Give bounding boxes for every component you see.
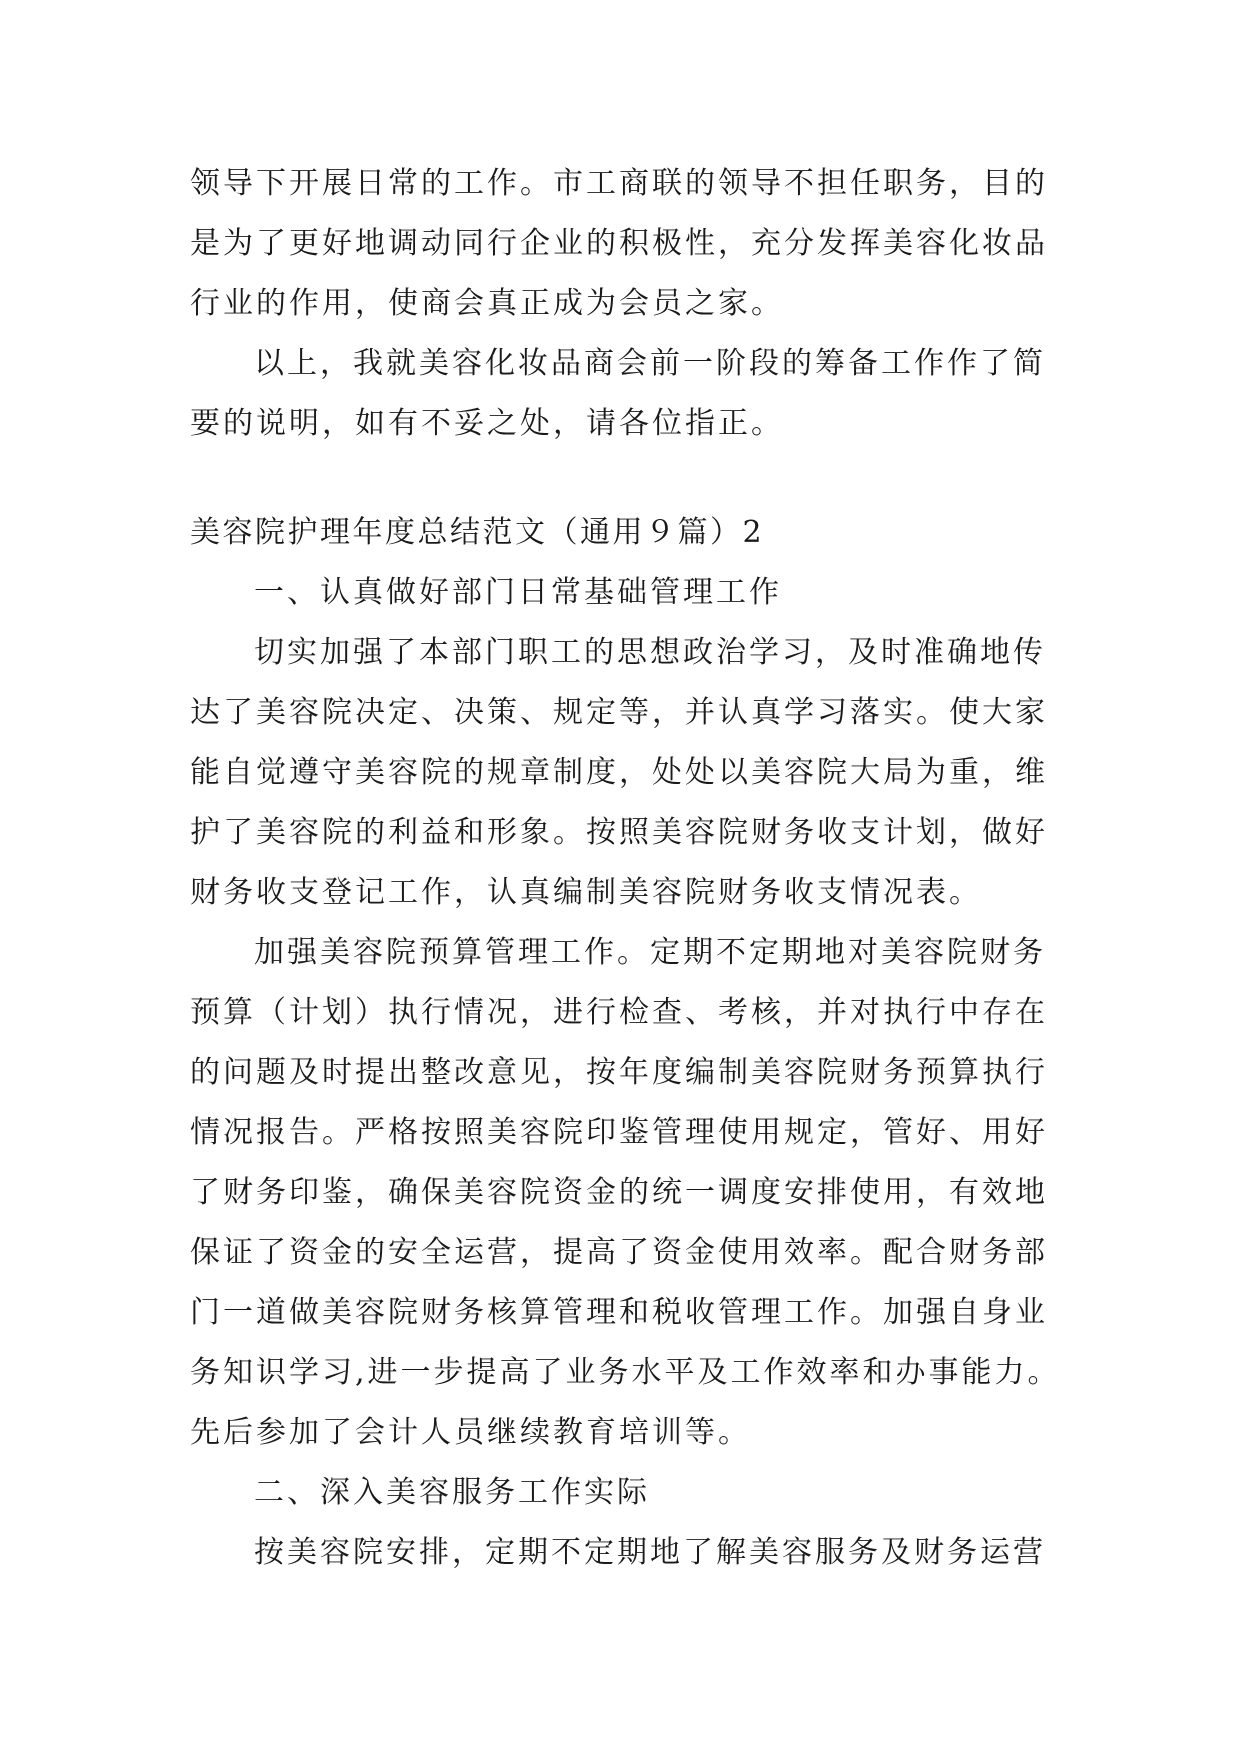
paragraph-first-line: 以上，我就美容化妆品商会前一阶段的筹备工作作了简 bbox=[254, 346, 1046, 381]
subheading-two: 二、深入美容服务工作实际 bbox=[254, 1475, 650, 1510]
paragraph-first-line: 切实加强了本部门职工的思想政治学习，及时准确地传 bbox=[254, 635, 1046, 670]
text-line: 情况报告。严格按照美容院印鉴管理使用规定，管好、用好 bbox=[190, 1115, 1048, 1150]
text-line: 能自觉遵守美容院的规章制度，处处以美容院大局为重，维 bbox=[190, 755, 1048, 790]
paragraph-first-line: 加强美容院预算管理工作。定期不定期地对美容院财务 bbox=[254, 935, 1046, 970]
text-line: 要的说明，如有不妥之处，请各位指正。 bbox=[190, 406, 784, 441]
section-title: 美容院护理年度总结范文（通用９篇）2 bbox=[190, 515, 765, 550]
text-line: 是为了更好地调动同行企业的积极性，充分发挥美容化妆品 bbox=[190, 226, 1048, 261]
text-line: 先后参加了会计人员继续教育培训等。 bbox=[190, 1415, 751, 1450]
subheading-one: 一、认真做好部门日常基础管理工作 bbox=[254, 575, 782, 610]
text-line: 行业的作用，使商会真正成为会员之家。 bbox=[190, 286, 784, 321]
text-line: 务知识学习,进一步提高了业务水平及工作效率和办事能力。 bbox=[190, 1355, 1061, 1390]
text-line: 了财务印鉴，确保美容院资金的统一调度安排使用，有效地 bbox=[190, 1175, 1048, 1210]
text-line: 财务收支登记工作，认真编制美容院财务收支情况表。 bbox=[190, 875, 982, 910]
text-line: 领导下开展日常的工作。市工商联的领导不担任职务，目的 bbox=[190, 166, 1048, 201]
text-line: 保证了资金的安全运营，提高了资金使用效率。配合财务部 bbox=[190, 1235, 1048, 1270]
text-line: 预算（计划）执行情况，进行检查、考核，并对执行中存在 bbox=[190, 995, 1048, 1030]
text-line: 达了美容院决定、决策、规定等，并认真学习落实。使大家 bbox=[190, 695, 1048, 730]
text-line: 的问题及时提出整改意见，按年度编制美容院财务预算执行 bbox=[190, 1055, 1048, 1090]
text-line: 门一道做美容院财务核算管理和税收管理工作。加强自身业 bbox=[190, 1295, 1048, 1330]
text-line: 护了美容院的利益和形象。按照美容院财务收支计划，做好 bbox=[190, 815, 1048, 850]
paragraph-first-line: 按美容院安排，定期不定期地了解美容服务及财务运营 bbox=[254, 1535, 1046, 1570]
